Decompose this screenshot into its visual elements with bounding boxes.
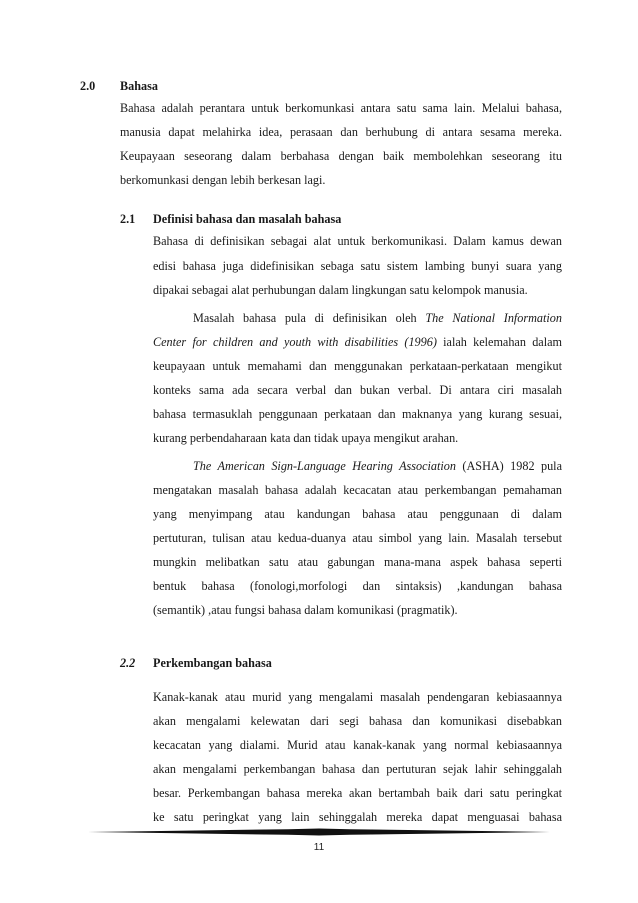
para-line — [153, 459, 562, 474]
section-para-line: berkomunkasi dengan lebih berkesan lagi. — [120, 173, 326, 187]
para-line: dipakai sebagai alat perhubungan dalam lingkungan satu kelompok manusia. — [153, 283, 528, 297]
para-line: kurang perbendaharaan kata dan tidak upaya mengikut arahan. — [153, 431, 459, 445]
para-line: akan mengalami perkembangan bahasa dan pertuturan sejak lahir sehinggalah — [153, 762, 562, 776]
subsection-title: Perkembangan bahasa — [153, 656, 272, 670]
para-line: Kanak-kanak atau murid yang mengalami masalah pendengaran kebiasaannya — [153, 690, 562, 704]
para-line: mungkin melibatkan satu atau gabungan mana-mana aspek bahasa seperti — [153, 555, 562, 569]
citation-italic: The National Information — [425, 311, 562, 325]
section-title: Bahasa — [120, 79, 158, 93]
subsection-number: 2.1 — [120, 212, 136, 226]
para-line: konteks sama ada secara verbal dan bukan verbal. Di antara ciri masalah — [153, 383, 562, 397]
para-line: pertuturan, tulisan atau kedua-duanya atau simbol yang lain. Masalah tersebut — [153, 531, 562, 545]
para-line: Bahasa di definisikan sebagai alat untuk berkomunikasi. Dalam kamus dewan — [153, 234, 562, 248]
para-line: (semantik) ,atau fungsi bahasa dalam komunikasi (pragmatik). — [153, 603, 458, 617]
para-line: yang menyimpang atau kandungan bahasa atau penggunaan di dalam — [153, 507, 562, 521]
page-number: 11 — [313, 842, 325, 853]
para-text: ialah kelemahan dalam — [436, 335, 562, 349]
para-line: ke satu peringkat yang lain sehinggalah mereka dapat menguasai bahasa — [153, 810, 562, 824]
citation-italic: Center for children and youth with disabilities (1996) — [153, 335, 437, 349]
para-line — [153, 311, 562, 326]
para-line: bentuk bahasa (fonologi,morfologi dan sintaksis) ,kandungan bahasa — [153, 579, 562, 593]
section-para-line: Keupayaan seseorang dalam berbahasa dengan baik membolehkan seseorang itu — [120, 149, 562, 163]
para-line: mengatakan masalah bahasa adalah kecacatan atau perkembangan pemahaman — [153, 483, 562, 497]
para-line: akan mengalami kelewatan dari segi bahasa dan komunikasi disebabkan — [153, 714, 562, 728]
section-para-line: manusia dapat melahirka idea, perasaan dan berhubung di antara sesama mereka. — [120, 125, 562, 139]
para-line: kecacatan yang dialami. Murid atau kanak-kanak yang normal kebiasaannya — [153, 738, 562, 752]
section-para-line: Bahasa adalah perantara untuk berkomunkasi antara satu sama lain. Melalui bahasa, — [120, 101, 562, 115]
para-text: (ASHA) 1982 pula — [455, 459, 562, 473]
citation-italic: The American Sign-Language Hearing Association — [193, 459, 456, 473]
para-line: besar. Perkembangan bahasa mereka akan bertambah baik dari satu peringkat — [153, 786, 562, 800]
para-line: bahasa termasuklah penggunaan perkataan dan maknanya yang kurang sesuai, — [153, 407, 562, 421]
subsection-title: Definisi bahasa dan masalah bahasa — [153, 212, 342, 226]
para-line: edisi bahasa juga didefinisikan sebaga satu sistem lambing bunyi suara yang — [153, 259, 562, 273]
para-line — [153, 335, 562, 350]
para-line: keupayaan untuk memahami dan menggunakan perkataan-perkataan mengikut — [153, 359, 562, 373]
section-number: 2.0 — [80, 79, 96, 93]
footer-divider — [88, 828, 550, 836]
para-text: Masalah bahasa pula di definisikan oleh — [193, 311, 426, 325]
subsection-number: 2.2 — [120, 656, 136, 670]
